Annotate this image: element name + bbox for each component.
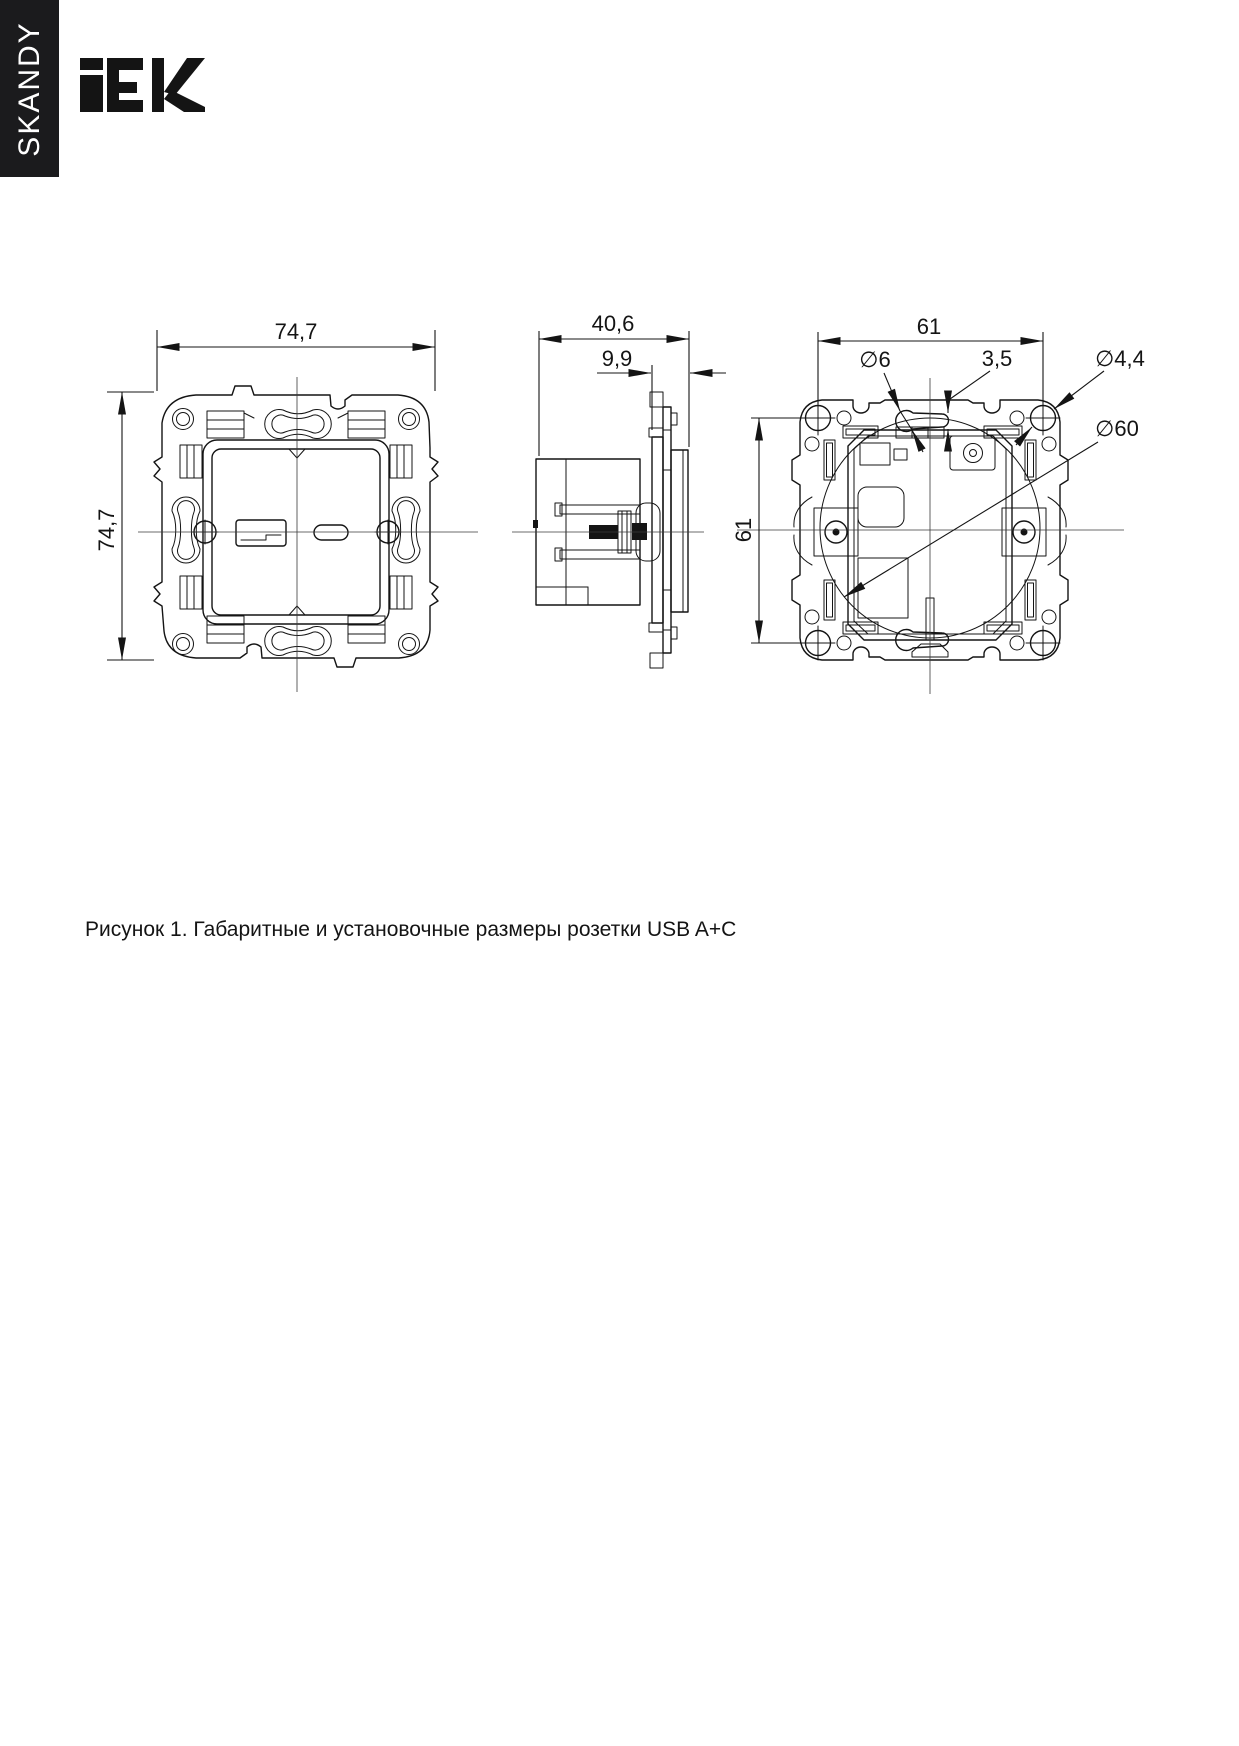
back-dim-slot-width [948, 346, 1012, 449]
side-flange-stack [649, 392, 688, 668]
mounting-circle-dia-label: ∅60 [1095, 416, 1139, 441]
slot-width-label: 3,5 [981, 346, 1013, 371]
side-protrusion-label: 9,9 [601, 346, 633, 371]
screw-hole-dia-label: ∅4,4 [1095, 346, 1145, 371]
keyhole-dia-label: ∅6 [859, 347, 891, 372]
usb-a-port [236, 520, 286, 546]
side-depth-label: 40,6 [591, 311, 635, 336]
back-width-label: 61 [916, 314, 942, 339]
figure-caption: Рисунок 1. Габаритные и установочные размеры розетки USB A+C [85, 918, 737, 941]
front-height-label: 74,7 [94, 508, 119, 552]
front-view [94, 319, 478, 692]
back-view [731, 314, 1145, 694]
side-view [512, 311, 726, 668]
front-dim-height [94, 392, 154, 660]
back-small-holes [805, 411, 1056, 650]
back-height-label: 61 [731, 517, 756, 543]
front-dim-width [157, 319, 435, 391]
side-dim-protrusion [597, 346, 726, 430]
front-width-label: 74,7 [274, 319, 318, 344]
back-dim-hole-spacing-v [731, 418, 804, 643]
usb-c-port [314, 525, 348, 540]
brand-vertical-label: SKANDY [12, 20, 46, 157]
side-dim-depth [539, 311, 689, 456]
